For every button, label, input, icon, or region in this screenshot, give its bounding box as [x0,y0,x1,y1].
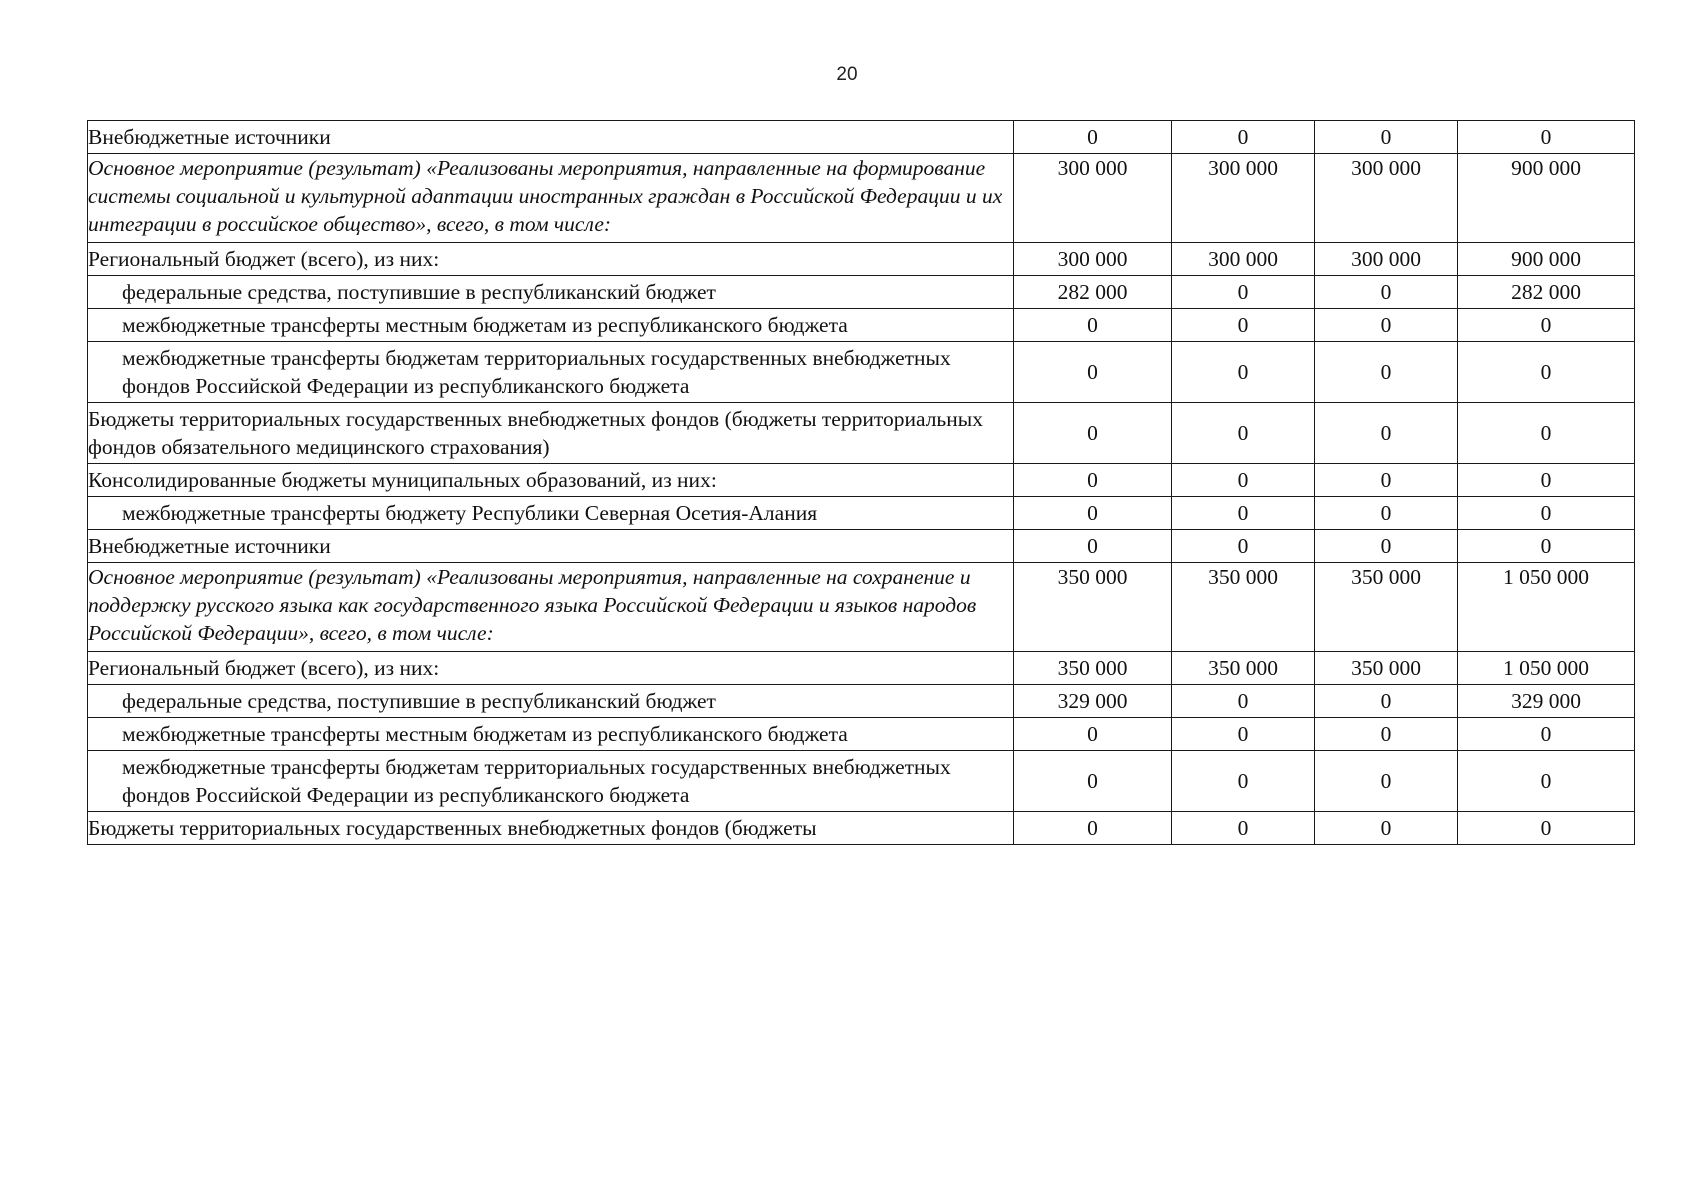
value-cell: 0 [1014,530,1172,563]
row-label: Внебюджетные источники [88,530,1014,563]
value-cell: 1 050 000 [1458,652,1635,685]
value-cell: 0 [1315,121,1458,154]
value-cell: 0 [1172,121,1315,154]
value-cell: 0 [1315,276,1458,309]
table-row [88,563,1635,652]
value-cell: 0 [1172,685,1315,718]
value-cell: 0 [1315,530,1458,563]
value-cell: 350 000 [1172,652,1315,685]
row-label: межбюджетные трансферты бюджетам территориальных государственных внебюджетных фондов Российской Федерации из республиканского бюджета [88,342,1014,403]
value-cell: 0 [1315,403,1458,464]
row-label: Региональный бюджет (всего), из них: [88,652,1014,685]
value-cell: 282 000 [1458,276,1635,309]
value-cell: 0 [1014,309,1172,342]
value-cell: 900 000 [1458,243,1635,276]
value-cell: 0 [1315,685,1458,718]
row-label: межбюджетные трансферты бюджетам территориальных государственных внебюджетных фондов Российской Федерации из республиканского бюджета [88,751,1014,812]
value-cell: 0 [1315,464,1458,497]
value-cell: 329 000 [1014,685,1172,718]
value-cell: 0 [1315,309,1458,342]
table-row [88,685,1635,718]
value-cell: 300 000 [1014,154,1172,243]
value-cell: 0 [1172,497,1315,530]
row-label: федеральные средства, поступившие в республиканский бюджет [88,685,1014,718]
value-cell: 300 000 [1315,154,1458,243]
row-label: Основное мероприятие (результат) «Реализованы мероприятия, направленные на сохранение и поддержку русского языка как государственного языка Российской Федерации и языков народов Российской Федерации», всего, в том числе: [88,563,1014,652]
value-cell: 0 [1458,530,1635,563]
value-cell: 0 [1458,121,1635,154]
row-label: федеральные средства, поступившие в республиканский бюджет [88,276,1014,309]
value-cell: 0 [1172,718,1315,751]
value-cell: 0 [1315,342,1458,403]
page-number: 20 [836,64,858,85]
value-cell: 0 [1014,121,1172,154]
table-row [88,718,1635,751]
table-row [88,121,1635,154]
value-cell: 0 [1014,751,1172,812]
value-cell: 350 000 [1315,563,1458,652]
value-cell: 0 [1315,718,1458,751]
row-label: межбюджетные трансферты местным бюджетам из республиканского бюджета [88,309,1014,342]
value-cell: 350 000 [1315,652,1458,685]
table-row [88,464,1635,497]
row-label: Бюджеты территориальных государственных внебюджетных фондов (бюджеты территориальных фондов обязательного медицинского страхования) [88,403,1014,464]
budget-table [87,120,1635,845]
value-cell: 0 [1458,464,1635,497]
row-label: Региональный бюджет (всего), из них: [88,243,1014,276]
table-row [88,403,1635,464]
value-cell: 350 000 [1014,563,1172,652]
value-cell: 0 [1458,403,1635,464]
row-label: Бюджеты территориальных государственных внебюджетных фондов (бюджеты [88,812,1014,845]
value-cell: 350 000 [1014,652,1172,685]
table-row [88,751,1635,812]
table-row [88,652,1635,685]
row-label: межбюджетные трансферты бюджету Республики Северная Осетия-Алания [88,497,1014,530]
value-cell: 0 [1172,530,1315,563]
value-cell: 329 000 [1458,685,1635,718]
value-cell: 282 000 [1014,276,1172,309]
value-cell: 0 [1014,464,1172,497]
value-cell: 0 [1458,342,1635,403]
row-label: Основное мероприятие (результат) «Реализованы мероприятия, направленные на формирование системы социальной и культурной адаптации иностранных граждан в Российской Федерации и их интеграции в российское общество», всего, в том числе: [88,154,1014,243]
value-cell: 0 [1172,276,1315,309]
value-cell: 0 [1172,403,1315,464]
value-cell: 0 [1172,812,1315,845]
value-cell: 0 [1014,403,1172,464]
row-label: Внебюджетные источники [88,121,1014,154]
value-cell: 0 [1172,309,1315,342]
value-cell: 300 000 [1172,243,1315,276]
value-cell: 1 050 000 [1458,563,1635,652]
row-label: межбюджетные трансферты местным бюджетам из республиканского бюджета [88,718,1014,751]
value-cell: 300 000 [1014,243,1172,276]
value-cell: 300 000 [1315,243,1458,276]
value-cell: 0 [1014,342,1172,403]
value-cell: 0 [1458,751,1635,812]
value-cell: 0 [1172,464,1315,497]
value-cell: 0 [1315,812,1458,845]
table-row [88,342,1635,403]
value-cell: 300 000 [1172,154,1315,243]
value-cell: 0 [1458,812,1635,845]
value-cell: 0 [1458,718,1635,751]
table-row [88,276,1635,309]
value-cell: 0 [1014,718,1172,751]
table-row [88,497,1635,530]
table-row [88,309,1635,342]
row-label: Консолидированные бюджеты муниципальных образований, из них: [88,464,1014,497]
table-row [88,243,1635,276]
value-cell: 0 [1458,309,1635,342]
value-cell: 0 [1014,497,1172,530]
value-cell: 0 [1172,342,1315,403]
value-cell: 0 [1458,497,1635,530]
value-cell: 350 000 [1172,563,1315,652]
table-row [88,154,1635,243]
value-cell: 900 000 [1458,154,1635,243]
table-row [88,530,1635,563]
value-cell: 0 [1172,751,1315,812]
value-cell: 0 [1315,497,1458,530]
value-cell: 0 [1014,812,1172,845]
value-cell: 0 [1315,751,1458,812]
table-row [88,812,1635,845]
